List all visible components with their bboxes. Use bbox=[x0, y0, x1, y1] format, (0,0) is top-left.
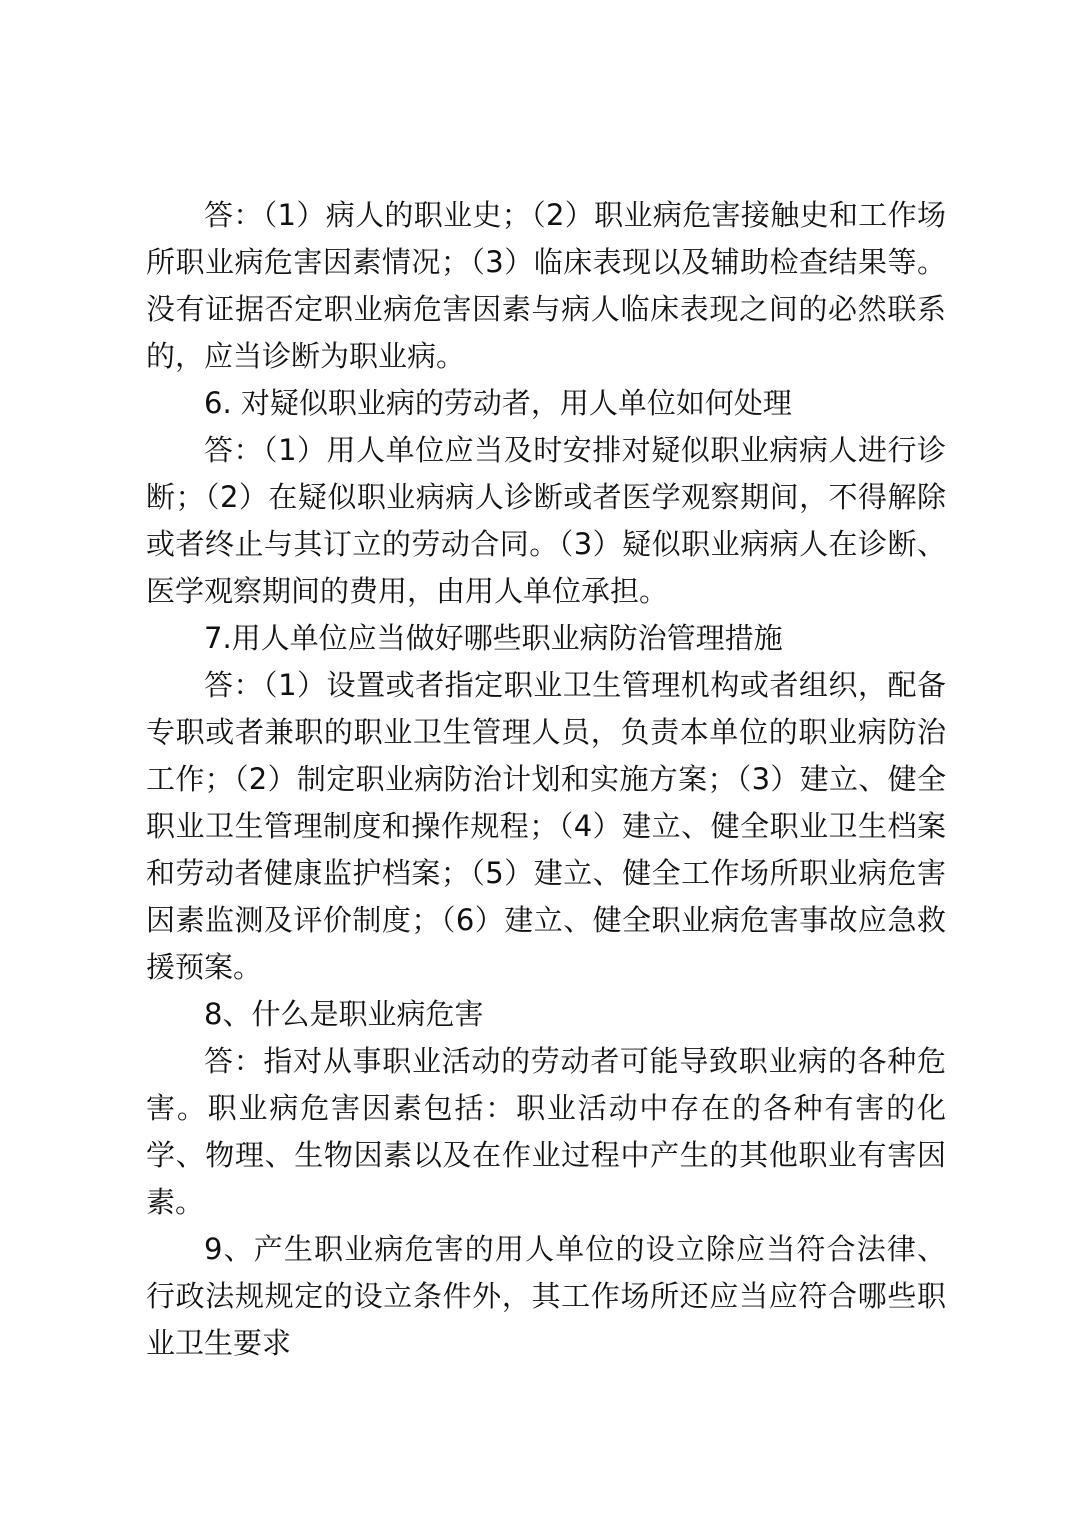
question-6-heading: 6. 对疑似职业病的劳动者，用人单位如何处理 bbox=[204, 386, 792, 420]
answer-paragraph-8: 答：指对从事职业活动的劳动者可能导致职业病的各种危害。职业病危害因素包括：职业活动中存在的各种有害的化学、物理、生物因素以及在作业过程中产生的其他职业有害因素。 bbox=[146, 1044, 946, 1219]
question-8-heading: 8、什么是职业病危害 bbox=[204, 997, 484, 1031]
answer-paragraph-5: 答：（1）病人的职业史；（2）职业病危害接触史和工作场所职业病危害因素情况；（3）临床表现以及辅助检查结果等。没有证据否定职业病危害因素与病人临床表现之间的必然联系的，应当诊断为职业病。 bbox=[146, 198, 946, 373]
answer-paragraph-7: 答：（1）设置或者指定职业卫生管理机构或者组织，配备专职或者兼职的职业卫生管理人员，负责本单位的职业病防治工作；（2）制定职业病防治计划和实施方案；（3）建立、健全职业卫生管理制度和操作规程；（4）建立、健全职业卫生档案和劳动者健康监护档案；（5）建立、健全工作场所职业病危害因素监测及评价制度；（6）建立、健全职业病危害事故应急救援预案。 bbox=[146, 668, 946, 984]
question-9-heading: 9、产生职业病危害的用人单位的设立除应当符合法律、行政法规规定的设立条件外，其工作场所还应当应符合哪些职业卫生要求 bbox=[146, 1232, 946, 1360]
answer-paragraph-6: 答：（1）用人单位应当及时安排对疑似职业病病人进行诊断；（2）在疑似职业病病人诊断或者医学观察期间，不得解除或者终止与其订立的劳动合同。（3）疑似职业病病人在诊断、医学观察期间的费用，由用人单位承担。 bbox=[146, 433, 946, 608]
question-7-heading: 7.用人单位应当做好哪些职业病防治管理措施 bbox=[204, 621, 783, 655]
document-body bbox=[146, 192, 946, 1367]
